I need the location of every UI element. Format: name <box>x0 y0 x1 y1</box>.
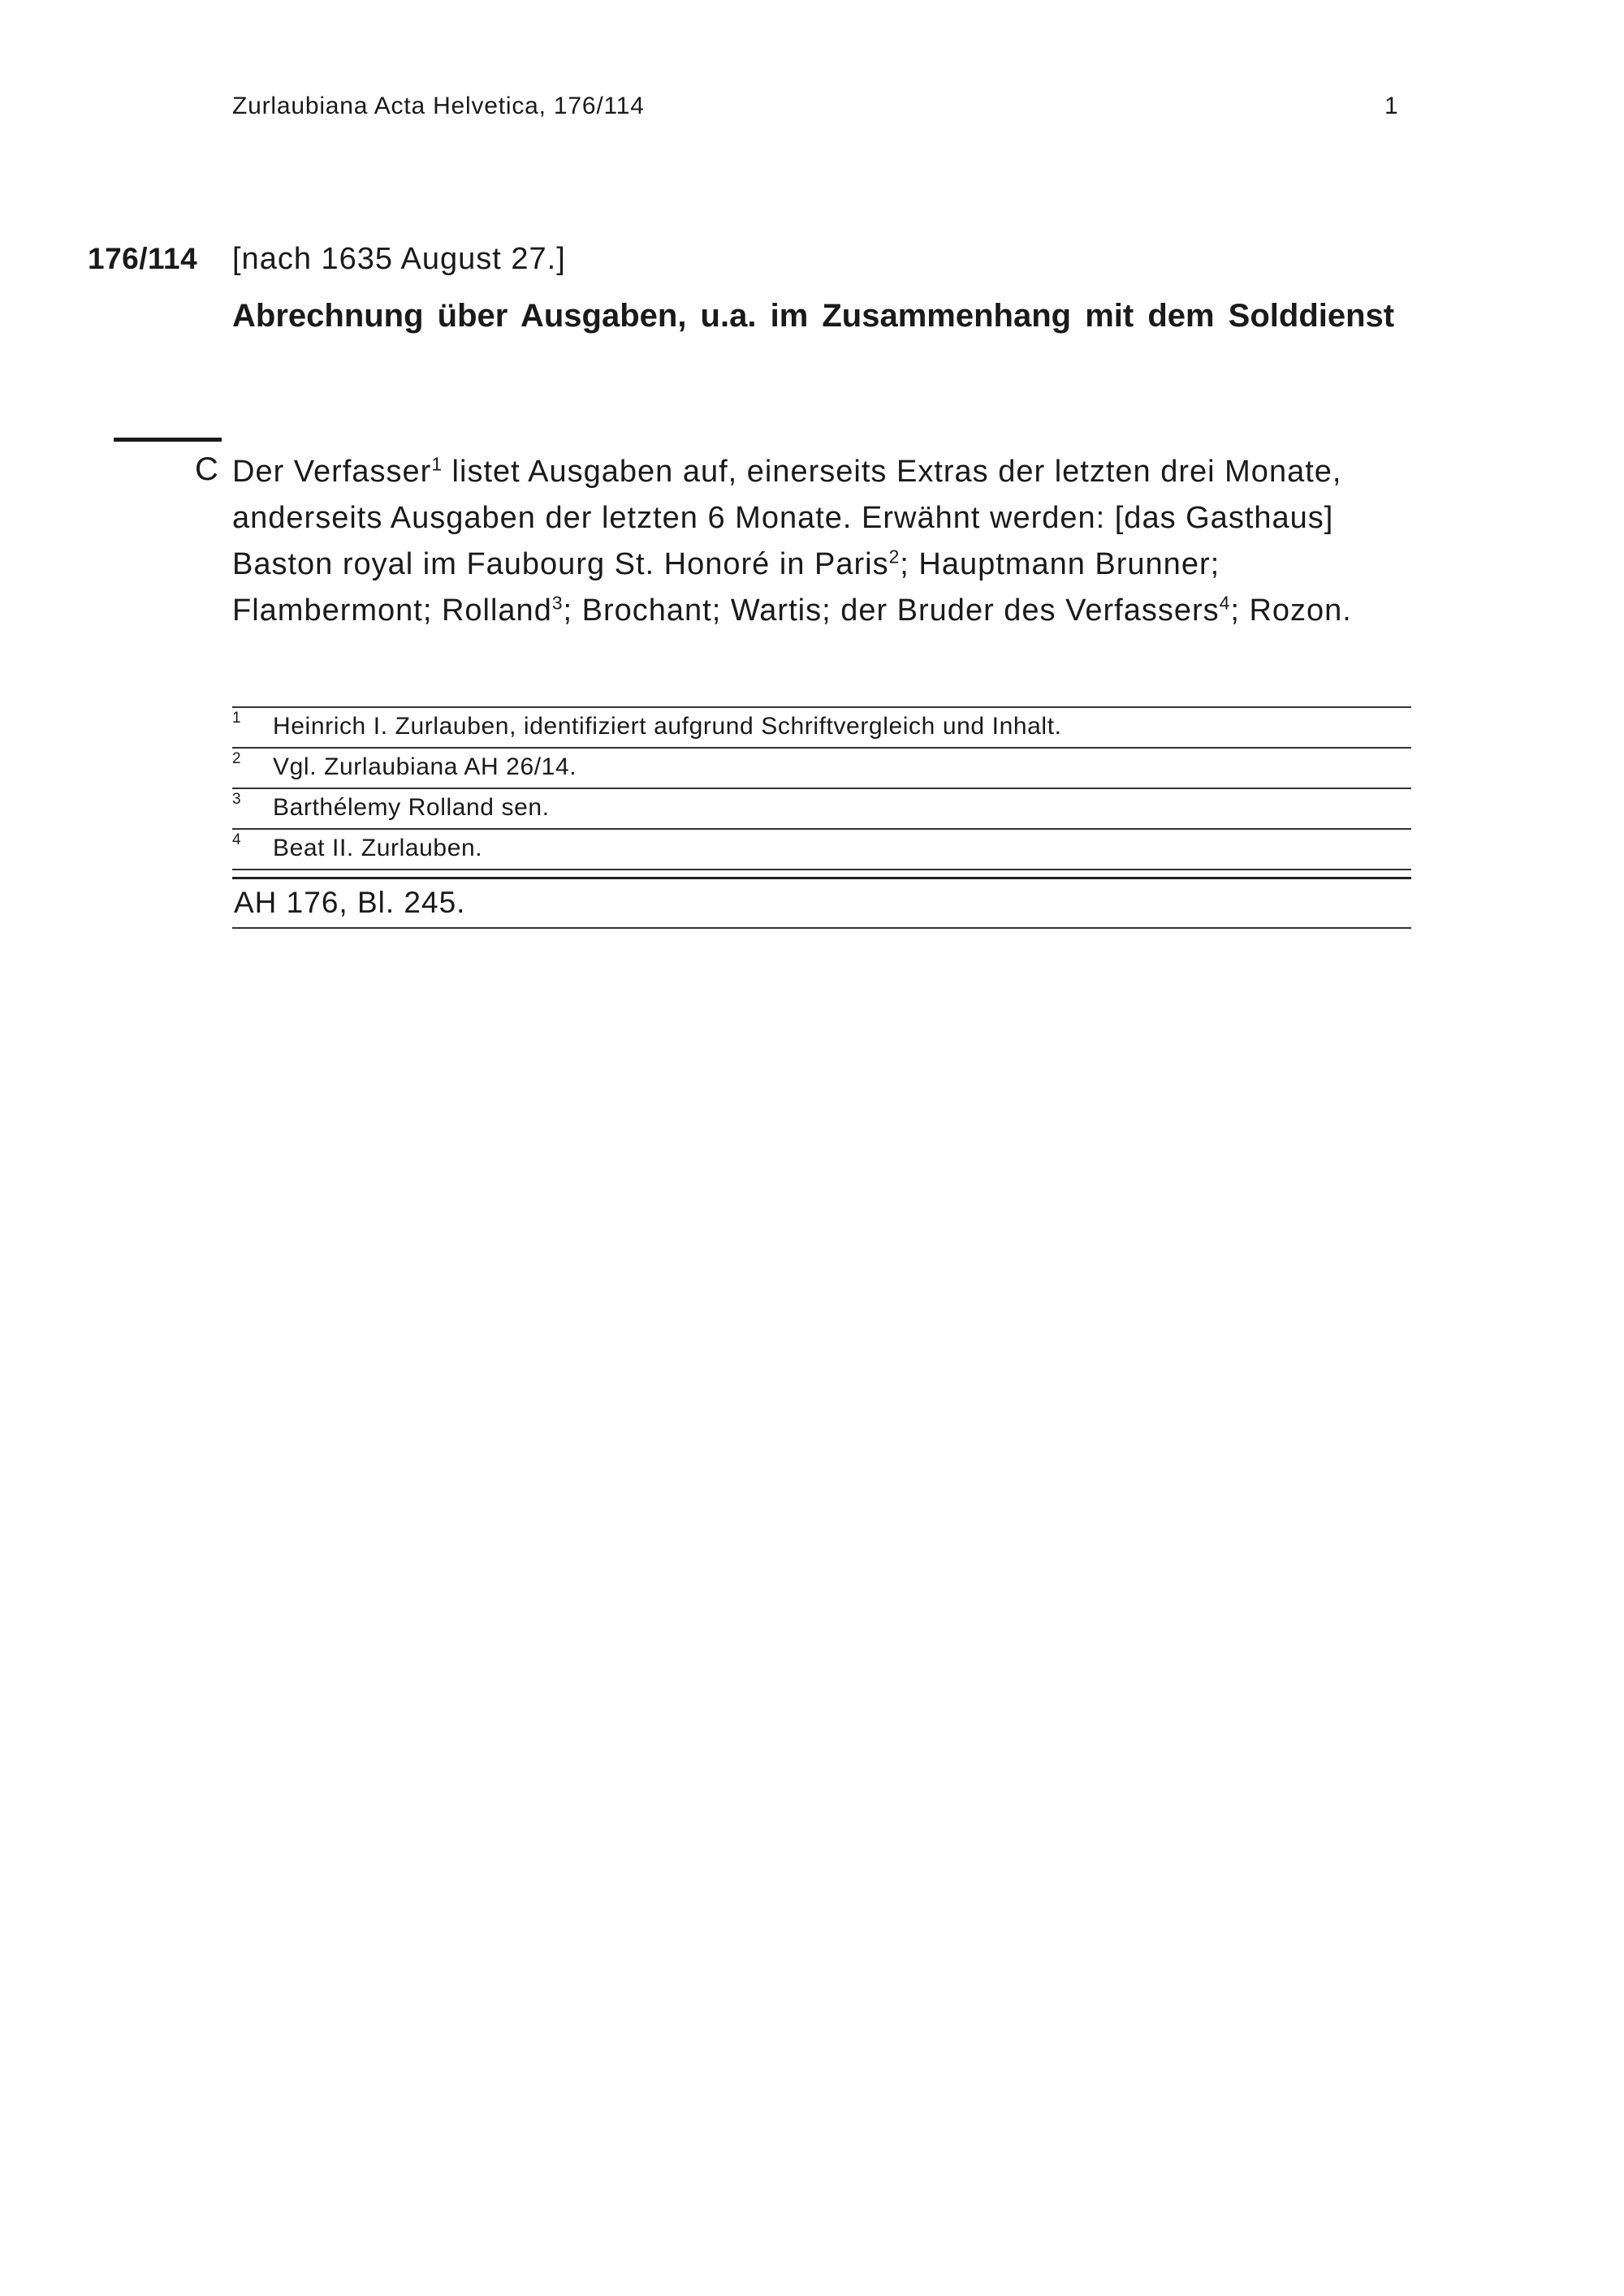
footnote-ref[interactable]: 4 <box>1219 592 1231 614</box>
footnote-ref[interactable]: 3 <box>551 592 564 614</box>
footnote-mark: 3 <box>232 791 242 808</box>
entry-date: [nach 1635 August 27.] <box>232 242 566 276</box>
footnote-mark: 4 <box>232 831 242 848</box>
source-text: AH 176, Bl. 245. <box>234 886 466 919</box>
footnote <box>232 749 1411 789</box>
footnote-text: Beat II. Zurlauben. <box>273 835 483 861</box>
entry-number: 176/114 <box>88 242 198 275</box>
summary-text: ; Hauptmann Brunner; <box>900 547 1220 581</box>
summary-text: ; Brochant; Wartis; der Bruder des Verfassers <box>563 593 1220 628</box>
footnote-text: Barthélemy Rolland sen. <box>273 794 550 821</box>
footnote-mark: 1 <box>232 710 242 727</box>
footnote <box>232 830 1411 870</box>
summary-line <box>232 588 1418 634</box>
footnote-mark: 2 <box>232 750 242 767</box>
summary-line <box>232 542 1418 588</box>
text-class-marker: C <box>195 451 218 487</box>
footnote-ref[interactable]: 2 <box>888 546 901 568</box>
summary-line <box>232 449 1418 495</box>
footnotes <box>232 706 1411 929</box>
entry-title: Abrechnung über Ausgaben, u.a. im Zusammenhang mit dem Solddienst <box>232 298 1395 334</box>
summary-text: Flambermont; Rolland <box>232 593 552 628</box>
footnote-text: Heinrich I. Zurlauben, identifiziert aufgrund Schriftvergleich und Inhalt. <box>273 713 1062 740</box>
summary-text: anderseits Ausgaben der letzten 6 Monate. Erwähnt werden: [das Gasthaus] <box>232 501 1334 535</box>
summary-text: listet Ausgaben auf, einerseits Extras der letzten drei Monate, <box>443 455 1342 489</box>
summary-text: ; Rozon. <box>1230 593 1352 628</box>
margin-rule <box>114 438 222 442</box>
summary-text: Baston royal im Faubourg St. Honoré in Paris <box>232 547 889 581</box>
footnote-ref[interactable]: 1 <box>431 453 443 475</box>
summary-text: Der Verfasser <box>232 455 432 489</box>
summary-line <box>232 495 1418 542</box>
page-number: 1 <box>1384 93 1398 119</box>
running-head: Zurlaubiana Acta Helvetica, 176/114 <box>232 93 645 119</box>
footnote <box>232 789 1411 830</box>
summary <box>232 449 1418 634</box>
source-reference <box>232 877 1411 929</box>
footnote <box>232 708 1411 749</box>
footnote-text: Vgl. Zurlaubiana AH 26/14. <box>273 753 577 780</box>
